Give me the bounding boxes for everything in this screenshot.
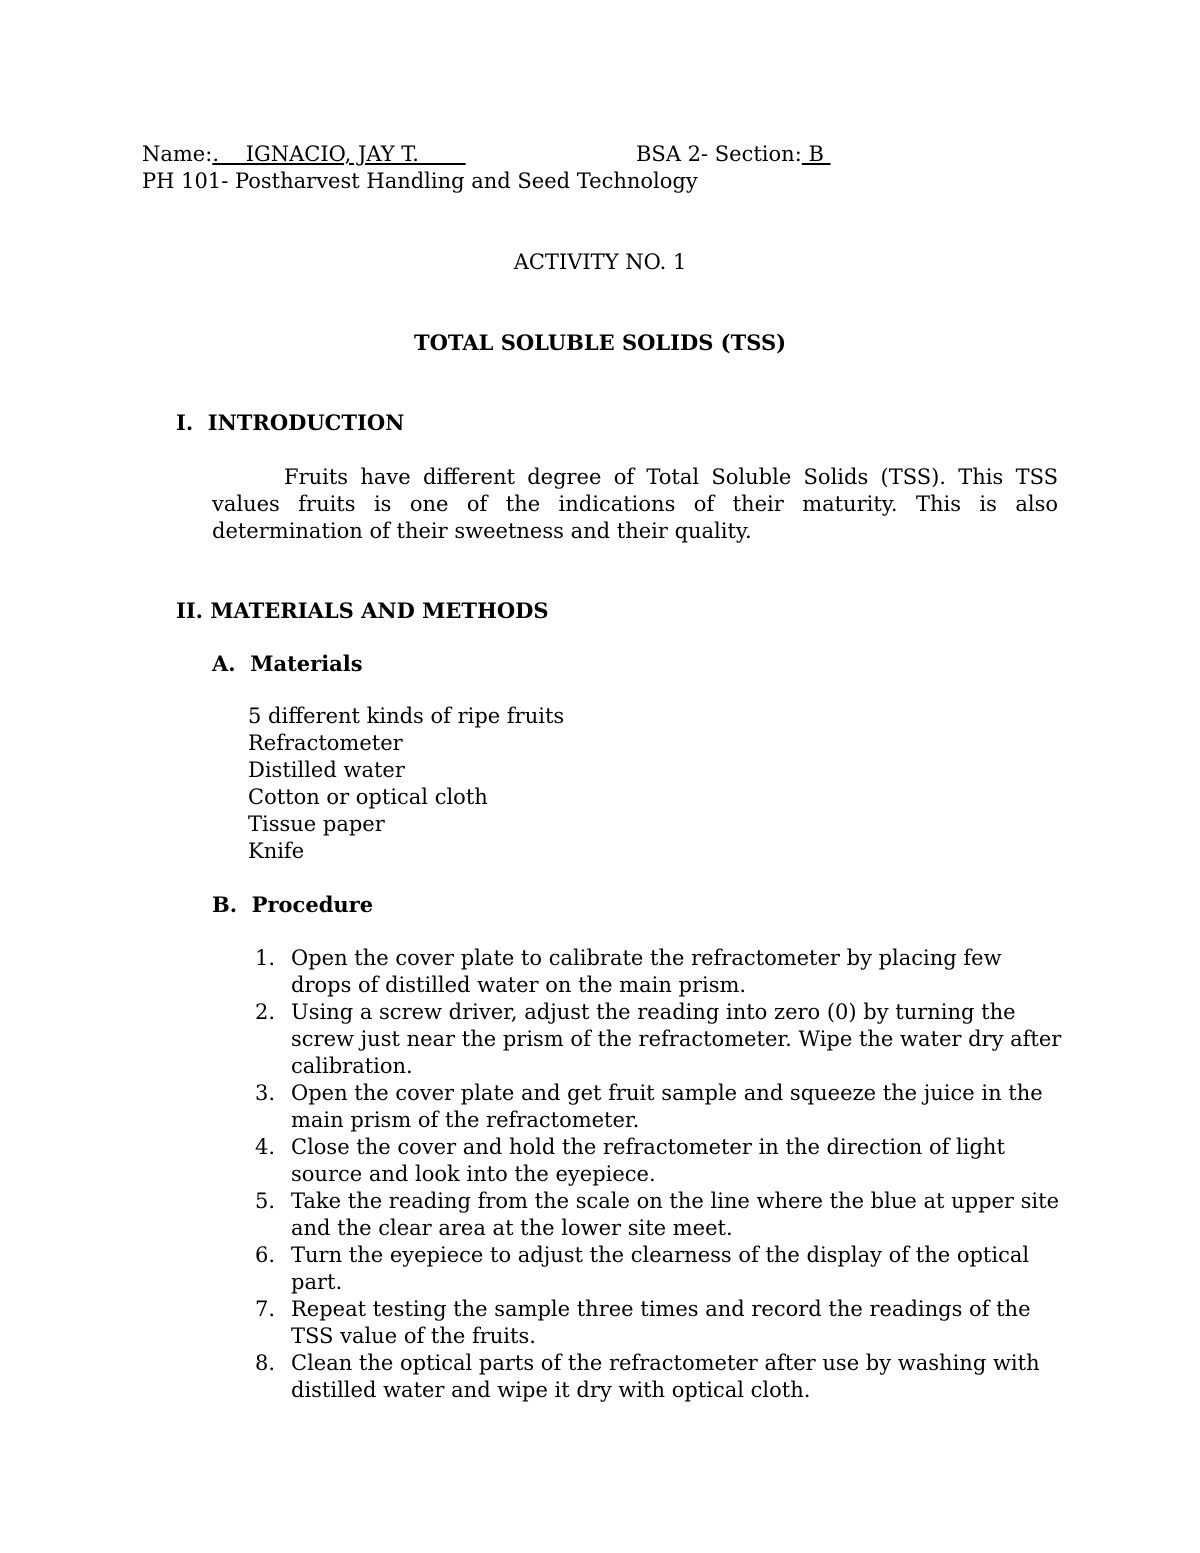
activity-number: ACTIVITY NO. 1 [513, 250, 687, 274]
list-item: Tissue paper [248, 812, 385, 836]
list-item: 5. Take the reading from the scale on the line where the blue at upper site and the clear area at the lower site meet. [255, 1189, 1060, 1240]
list-item: 5 different kinds of ripe fruits [248, 704, 565, 728]
section-line [636, 141, 831, 168]
list-item: 4. Close the cover and hold the refractometer in the direction of light source and look into the eyepiece. [255, 1135, 1005, 1186]
list-item: 7. Repeat testing the sample three times and record the readings of the TSS value of the fruits. [255, 1297, 1031, 1348]
section-value: B [801, 142, 831, 166]
section-label: BSA 2- Section: [636, 142, 802, 166]
list-item: 8. Clean the optical parts of the refractometer after use by washing with distilled water and wipe it dry with optical cloth. [255, 1351, 1040, 1402]
procedure-heading: B. Procedure [212, 892, 374, 917]
name-label: Name: [142, 142, 213, 166]
list-item: 2. Using a screw driver, adjust the reading into zero (0) by turning the screw just near the prism of the refractometer. Wipe the water dry after calibration. [255, 1000, 1062, 1078]
introduction-paragraph [212, 464, 1058, 545]
course-line: PH 101- Postharvest Handling and Seed Technology [142, 169, 698, 193]
list-item: 1. Open the cover plate to calibrate the refractometer by placing few drops of distilled water on the main prism. [255, 946, 1002, 997]
name-value: . IGNACIO, JAY T. [212, 142, 466, 166]
materials-methods-heading: II. MATERIALS AND METHODS [176, 598, 549, 623]
procedure-list [248, 945, 1068, 1404]
materials-heading: A. Materials [212, 651, 363, 676]
list-item: Cotton or optical cloth [248, 785, 488, 809]
materials-list [248, 703, 564, 865]
introduction-text: Fruits have different degree of Total Soluble Solids (TSS). This TSS values fruits is one of the indications of their maturity. This is also determination of their sweetness and their quality. [212, 465, 1058, 543]
list-item: 6. Turn the eyepiece to adjust the clearness of the display of the optical part. [255, 1243, 1030, 1294]
document-title: TOTAL SOLUBLE SOLIDS (TSS) [413, 330, 787, 355]
list-item: 3. Open the cover plate and get fruit sample and squeeze the juice in the main prism of the refractometer. [255, 1081, 1043, 1132]
list-item: Refractometer [248, 731, 403, 755]
name-line [142, 141, 466, 168]
list-item: Distilled water [248, 758, 405, 782]
list-item: Knife [248, 839, 305, 863]
introduction-heading: I. INTRODUCTION [176, 410, 405, 435]
